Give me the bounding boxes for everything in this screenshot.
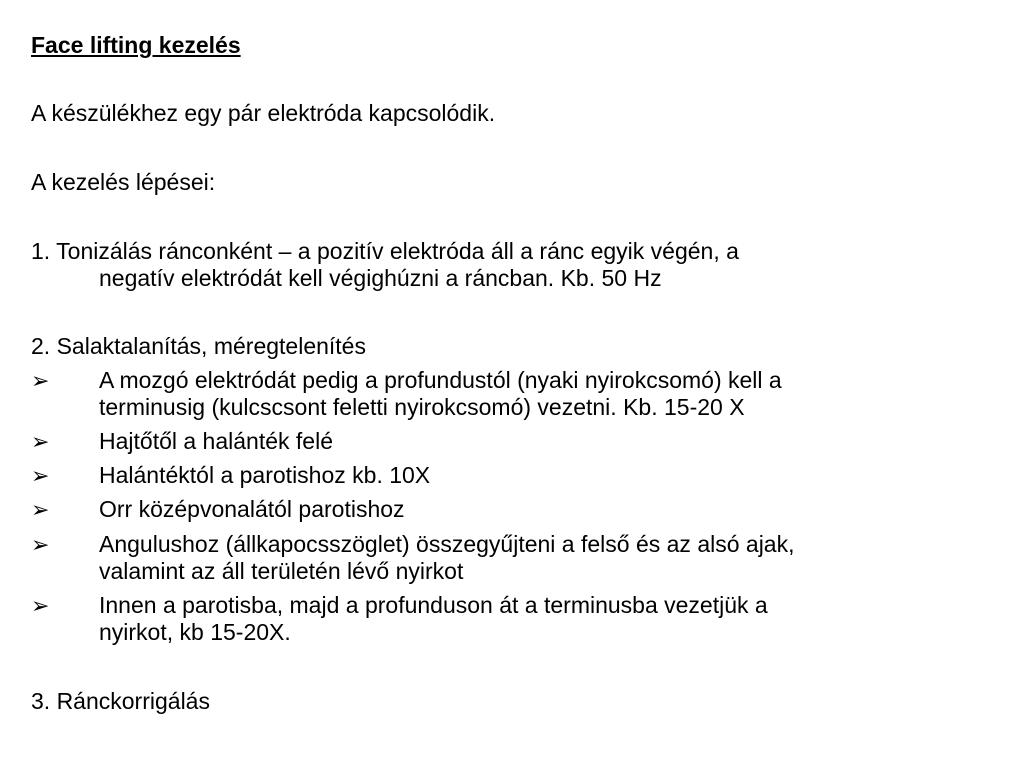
bullet-line: Orr középvonalától parotishoz	[99, 496, 405, 522]
arrowhead-bullet-icon: ➢	[31, 497, 50, 522]
step-2-heading: 2. Salaktalanítás, méregtelenítés	[31, 333, 366, 359]
bullet-line: Halántéktól a parotishoz kb. 10X	[99, 462, 431, 488]
step-1	[31, 238, 991, 292]
bullet-line: Angulushoz (állkapocsszöglet) összegyűjteni a felső és az alsó ajak,	[99, 531, 795, 557]
step-1-line-1: 1. Tonizálás ránconként – a pozitív elektróda áll a ránc egyik végén, a	[31, 238, 739, 264]
bullet-text	[99, 592, 999, 646]
bullet-line: nyirkot, kb 15-20X.	[99, 619, 291, 645]
bullet-text	[99, 531, 999, 585]
bullet-line: Hajtőtől a halánték felé	[99, 428, 333, 454]
bullet-line: A mozgó elektródát pedig a profundustól (nyaki nyirokcsomó) kell a	[99, 367, 782, 393]
arrowhead-bullet-icon: ➢	[31, 368, 50, 393]
step-3-heading: 3. Ránckorrigálás	[31, 688, 210, 714]
arrowhead-bullet-icon: ➢	[31, 463, 50, 488]
bullet-line: terminusig (kulcscsont feletti nyirokcsomó) vezetni. Kb. 15-20 X	[99, 394, 745, 420]
arrowhead-bullet-icon: ➢	[31, 593, 50, 618]
steps-heading: A kezelés lépései:	[31, 169, 216, 195]
arrowhead-bullet-icon: ➢	[31, 532, 50, 557]
slide-title: Face lifting kezelés	[31, 32, 241, 58]
intro-text: A készülékhez egy pár elektróda kapcsolódik.	[31, 100, 496, 126]
bullet-text	[99, 428, 999, 455]
arrowhead-bullet-icon: ➢	[31, 429, 50, 454]
bullet-text	[99, 496, 999, 523]
bullet-line: valamint az áll területén lévő nyirkot	[99, 558, 464, 584]
bullet-text	[99, 462, 999, 489]
bullet-text	[99, 367, 999, 421]
step-1-line-2: negatív elektródát kell végighúzni a ráncban. Kb. 50 Hz	[99, 265, 662, 291]
bullet-line: Innen a parotisba, majd a profunduson át a terminusba vezetjük a	[99, 592, 768, 618]
